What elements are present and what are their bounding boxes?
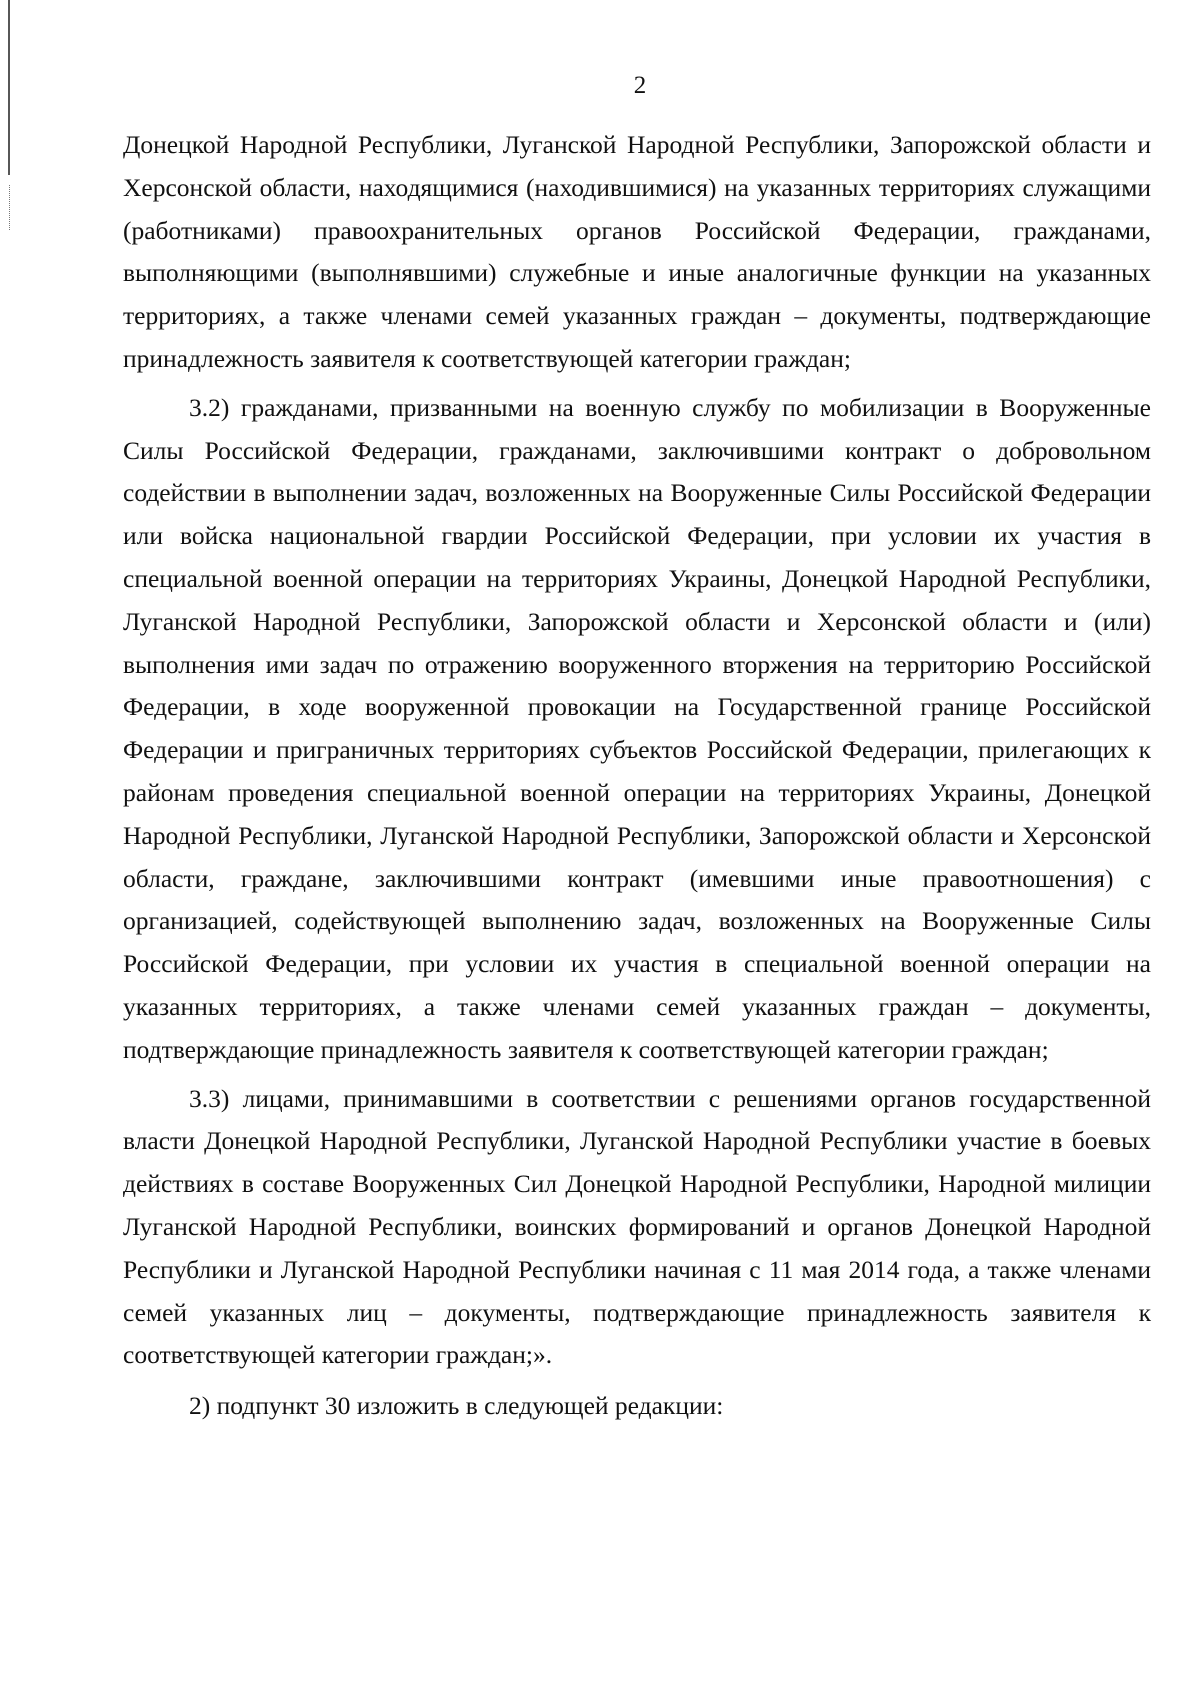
page-number: 2 [633,72,647,99]
scan-edge-dots [9,185,11,230]
paragraph-3-3: 3.3) лицами, принимавшими в соответствии с решениями органов государственной власти Донецкой Народной Республики, Луганской Народной Республики участие в боевых действиях в составе Вооруженных Сил Донецкой Народной Республики, Народной милиции Луганской Народной Республики, воинских формирований и органов Донецкой Народной Республики и Луганской Народной Республики начиная с 11 мая 2014 года, а также членами семей указанных лиц – документы, подтверждающие принадлежность заявителя к соответствующей категории граждан;». [123,1083,1151,1370]
paragraph-item-2: 2) подпункт 30 изложить в следующей редакции: [189,1391,724,1421]
paragraph-continuation: Донецкой Народной Республики, Луганской Народной Республики, Запорожской области и Херсонской области, находящимися (находившимися) на указанных территориях служащими (работниками) правоохранительных органов Российской Федерации, гражданами, выполняющими (выполнявшими) служебные и иные аналогичные функции на указанных территориях, а также членами семей указанных граждан – документы, подтверждающие принадлежность заявителя к соответствующей категории граждан; [123,130,1151,373]
document-body [123,124,1151,1428]
paragraph-3-2: 3.2) гражданами, призванными на военную службу по мобилизации в Вооруженные Силы Российской Федерации, гражданами, заключившими контракт о добровольном содействии в выполнении задач, возложенных на Вооруженные Силы Российской Федерации или войска национальной гвардии Российской Федерации, при условии их участия в специальной военной операции на территориях Украины, Донецкой Народной Республики, Луганской Народной Республики, Запорожской области и Херсонской области и (или) выполнения ими задач по отражению вооруженного вторжения на территорию Российской Федерации, в ходе вооруженной провокации на Государственной границе Российской Федерации и приграничных территориях субъектов Российской Федерации, прилегающих к районам проведения специальной военной операции на территориях Украины, Донецкой Народной Республики, Луганской Народной Республики, Запорожской области и Херсонской области, граждане, заключившими контракт (имевшими иные правоотношения) с организацией, содействующей выполнению задач, возложенных на Вооруженные Силы Российской Федерации, при условии их участия в специальной военной операции на указанных территориях, а также членами семей указанных граждан – документы, подтверждающие принадлежность заявителя к соответствующей категории граждан; [123,392,1151,1064]
